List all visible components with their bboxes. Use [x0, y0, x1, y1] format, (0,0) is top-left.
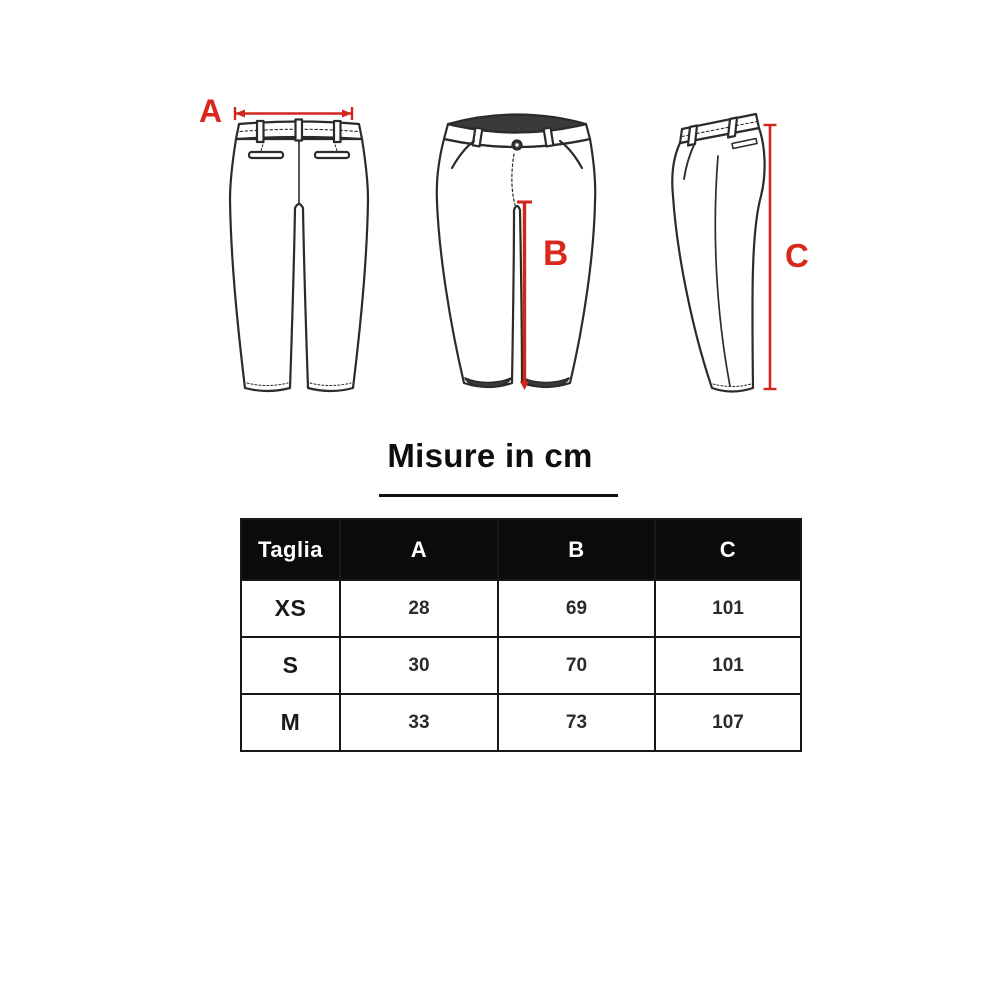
- size-xs: XS: [241, 580, 340, 637]
- page-title: Misure in cm: [387, 437, 593, 474]
- measure-label-c: C: [785, 237, 809, 274]
- pants-front-view-drawing: [428, 100, 598, 400]
- table-header-row: [241, 519, 801, 580]
- value-xs-a: 28: [340, 580, 498, 637]
- measure-arrow-a: [235, 107, 352, 120]
- size-m: M: [241, 694, 340, 751]
- value-s-c: 101: [655, 637, 801, 694]
- size-table: [240, 518, 802, 752]
- header-taglia: Taglia: [241, 519, 340, 580]
- header-b: B: [498, 519, 655, 580]
- table-row: [241, 694, 801, 751]
- pants-side-view-drawing: [660, 100, 780, 400]
- header-c: C: [655, 519, 801, 580]
- value-xs-b: 69: [498, 580, 655, 637]
- table-row: [241, 580, 801, 637]
- table-row: [241, 637, 801, 694]
- value-s-b: 70: [498, 637, 655, 694]
- measure-label-a: A: [199, 93, 223, 129]
- header-a: A: [340, 519, 498, 580]
- size-table-body: [241, 580, 801, 751]
- pants-back-outline: [230, 120, 368, 392]
- value-s-a: 30: [340, 637, 498, 694]
- value-m-c: 107: [655, 694, 801, 751]
- measure-label-b: B: [543, 234, 569, 273]
- value-m-b: 73: [498, 694, 655, 751]
- pants-back-view-drawing: [224, 104, 374, 404]
- title-underline: [379, 494, 618, 497]
- value-m-a: 33: [340, 694, 498, 751]
- size-s: S: [241, 637, 340, 694]
- value-xs-c: 101: [655, 580, 801, 637]
- size-table-header: [241, 519, 801, 580]
- pants-side-outline: [672, 114, 764, 392]
- pants-front-outline: [437, 115, 596, 388]
